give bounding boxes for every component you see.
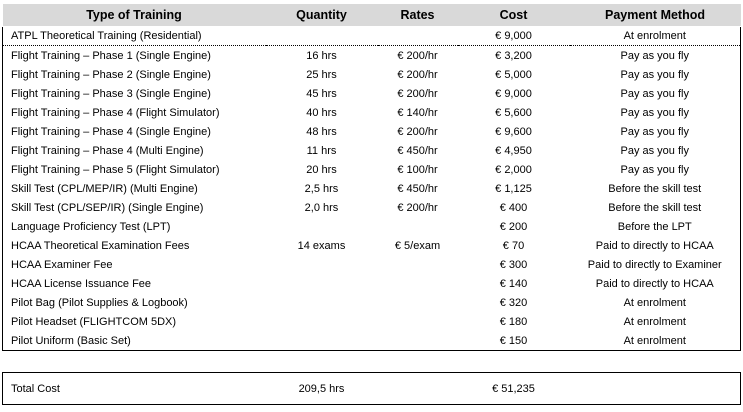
cell-rate: € 5/exam (394, 239, 441, 252)
cell-quantity: 2,0 hrs (304, 201, 339, 214)
header-quantity: Quantity (266, 4, 378, 27)
table-row (3, 65, 741, 84)
total-payment (570, 373, 741, 405)
cell-type-of-training: ATPL Theoretical Training (Residential) (3, 27, 266, 46)
cell-cost: € 5,000 (495, 68, 532, 81)
cell-quantity: 48 hrs (306, 125, 337, 138)
cell-quantity: 2,5 hrs (304, 182, 339, 195)
cell-type-of-training: Skill Test (CPL/SEP/IR) (Single Engine) (3, 198, 266, 217)
cell-type-of-training: Flight Training – Phase 4 (Single Engine) (3, 122, 266, 141)
cell-cost: € 140 (499, 277, 528, 290)
cell-quantity: 14 exams (297, 239, 346, 252)
table-row (3, 84, 741, 103)
cell-rate: € 200/hr (397, 201, 438, 214)
header-type-of-training: Type of Training (3, 4, 266, 27)
cell-rate: € 450/hr (397, 182, 438, 195)
cell-rate (378, 312, 458, 331)
cell-rate (378, 331, 458, 351)
cell-type-of-training: Skill Test (CPL/MEP/IR) (Multi Engine) (3, 179, 266, 198)
cell-type-of-training: Flight Training – Phase 1 (Single Engine) (3, 46, 266, 66)
table-row (3, 274, 741, 293)
cell-cost: € 9,000 (458, 27, 570, 46)
cell-rate (378, 27, 458, 46)
total-rate (378, 373, 458, 405)
cell-payment-method: Pay as you fly (570, 84, 741, 103)
total-cost: € 51,235 (492, 382, 535, 395)
cell-cost: € 4,950 (495, 144, 532, 157)
cell-quantity (266, 331, 378, 351)
total-quantity: 209,5 hrs (298, 382, 345, 395)
cell-rate (378, 293, 458, 312)
cell-type-of-training: Pilot Bag (Pilot Supplies & Logbook) (3, 293, 266, 312)
cell-rate: € 450/hr (397, 144, 438, 157)
cell-payment-method: Pay as you fly (570, 46, 741, 66)
cell-cost: € 300 (499, 258, 528, 271)
table-row (3, 293, 741, 312)
cell-quantity (266, 27, 378, 46)
cell-type-of-training: Flight Training – Phase 3 (Single Engine) (3, 84, 266, 103)
cell-payment-method: Pay as you fly (570, 160, 741, 179)
cell-payment-method: At enrolment (570, 293, 741, 312)
cell-type-of-training: Flight Training – Phase 5 (Flight Simulator) (3, 160, 266, 179)
cell-cost: € 70 (502, 239, 525, 252)
header-cost: Cost (458, 4, 570, 27)
cell-rate: € 200/hr (397, 49, 438, 62)
cell-rate (378, 274, 458, 293)
cell-quantity: 16 hrs (306, 49, 337, 62)
cell-quantity (266, 255, 378, 274)
table-row (3, 331, 741, 351)
cell-cost: € 400 (499, 201, 528, 214)
cell-cost: € 3,200 (495, 49, 532, 62)
cell-quantity: 20 hrs (306, 163, 337, 176)
cell-type-of-training: Flight Training – Phase 2 (Single Engine) (3, 65, 266, 84)
cell-quantity: 25 hrs (306, 68, 337, 81)
header-payment-method: Payment Method (570, 4, 741, 27)
cell-rate: € 200/hr (397, 125, 438, 138)
total-cost-row (2, 372, 741, 405)
table-row (3, 160, 741, 179)
cell-rate: € 200/hr (397, 68, 438, 81)
cell-payment-method: At enrolment (570, 312, 741, 331)
cell-quantity (266, 293, 378, 312)
cell-quantity: 40 hrs (306, 106, 337, 119)
table-header-row (3, 4, 741, 27)
cell-cost: € 200 (499, 220, 528, 233)
cell-type-of-training: Flight Training – Phase 4 (Flight Simulator) (3, 103, 266, 122)
table-row (3, 103, 741, 122)
table-row (3, 198, 741, 217)
cell-quantity: 45 hrs (306, 87, 337, 100)
table-row (3, 27, 741, 46)
table-row (3, 236, 741, 255)
cell-payment-method: Paid to directly to HCAA (570, 274, 741, 293)
cell-payment-method: Pay as you fly (570, 65, 741, 84)
cell-cost: € 5,600 (495, 106, 532, 119)
cell-cost: € 1,125 (495, 182, 532, 195)
table-row (3, 179, 741, 198)
cell-payment-method: At enrolment (570, 331, 741, 351)
cell-rate (378, 217, 458, 236)
total-label: Total Cost (11, 382, 60, 395)
header-rates: Rates (378, 4, 458, 27)
cell-quantity (266, 312, 378, 331)
cell-payment-method: Before the skill test (570, 198, 741, 217)
cell-payment-method: At enrolment (570, 27, 741, 46)
cell-cost: € 9,000 (495, 87, 532, 100)
cell-cost: € 150 (458, 331, 570, 351)
cell-type-of-training: HCAA Examiner Fee (3, 255, 266, 274)
training-cost-table (2, 4, 741, 351)
cell-quantity (266, 274, 378, 293)
cell-rate: € 140/hr (397, 106, 438, 119)
table-row (3, 312, 741, 331)
cell-cost: € 320 (499, 296, 528, 309)
table-row (3, 217, 741, 236)
cell-cost: € 180 (499, 315, 528, 328)
cell-rate (378, 255, 458, 274)
cell-payment-method: Pay as you fly (570, 122, 741, 141)
cell-payment-method: Paid to directly to HCAA (570, 236, 741, 255)
cell-payment-method: Pay as you fly (570, 103, 741, 122)
cell-rate: € 200/hr (397, 87, 438, 100)
cell-payment-method: Before the skill test (570, 179, 741, 198)
cell-quantity (266, 217, 378, 236)
cell-rate: € 100/hr (397, 163, 438, 176)
table-row (3, 255, 741, 274)
cell-type-of-training: Pilot Headset (FLIGHTCOM 5DX) (3, 312, 266, 331)
cell-payment-method: Pay as you fly (570, 141, 741, 160)
cell-payment-method: Before the LPT (570, 217, 741, 236)
cell-quantity: 11 hrs (306, 144, 337, 157)
cell-cost: € 9,600 (495, 125, 532, 138)
cell-type-of-training: HCAA Theoretical Examination Fees (3, 236, 266, 255)
cell-type-of-training: Language Proficiency Test (LPT) (3, 217, 266, 236)
cell-cost: € 2,000 (495, 163, 532, 176)
table-row (3, 46, 741, 66)
cell-type-of-training: Pilot Uniform (Basic Set) (3, 331, 266, 351)
cell-type-of-training: Flight Training – Phase 4 (Multi Engine) (3, 141, 266, 160)
cell-type-of-training: HCAA License Issuance Fee (3, 274, 266, 293)
table-row (3, 141, 741, 160)
cell-payment-method: Paid to directly to Examiner (570, 255, 741, 274)
table-row (3, 122, 741, 141)
